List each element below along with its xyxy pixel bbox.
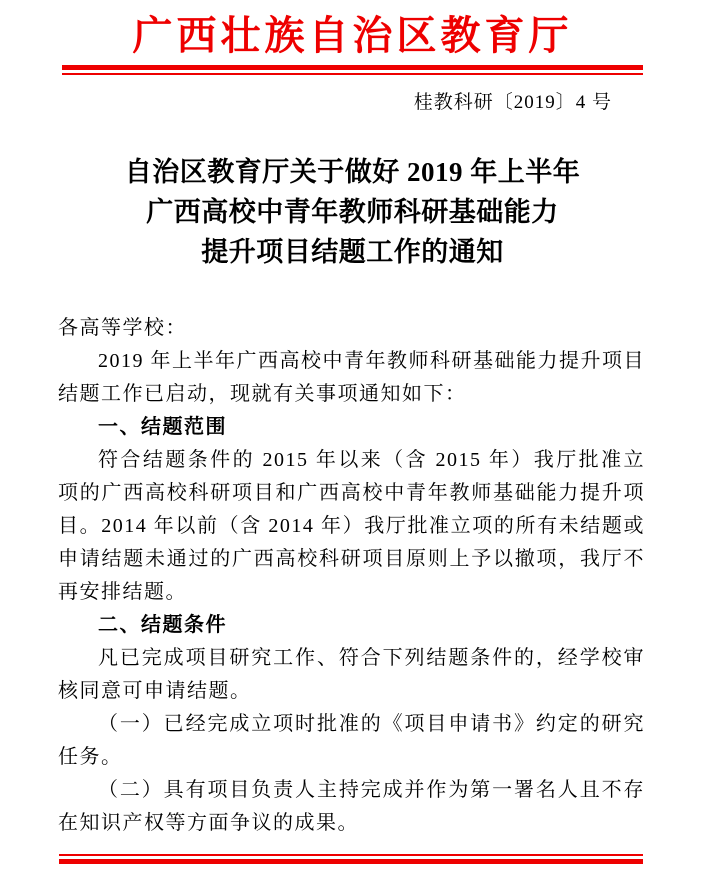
salutation: 各高等学校： — [58, 317, 187, 339]
document-title-line-3: 提升项目结题工作的通知 — [201, 237, 504, 267]
section-2-heading: 二、结题条件 — [98, 614, 227, 636]
section-1-paragraph-1: 符合结题条件的 2015 年以来（含 2015 年）我厅批准立项的广西高校科研项目和广西高校中青年教师基础能力提升项目。2014 年以前（含 2014 年）我厅批准立项的所有未结题或申请结题未通过的广西高校科研项目原则上予以撤项，我厅不再安排结题。 — [58, 449, 645, 603]
letterhead-org-name: 广西壮族自治区教育厅 — [132, 13, 573, 58]
section-2-paragraph-3: （二）具有项目负责人主持完成并作为第一署名人且不存在知识产权等方面争议的成果。 — [58, 779, 645, 834]
document-number: 桂教科研〔2019〕4 号 — [413, 92, 612, 113]
section-2-paragraph-2: （一）已经完成立项时批准的《项目申请书》约定的研究任务。 — [58, 713, 645, 768]
section-2-paragraph-1: 凡已完成项目研究工作、符合下列结题条件的，经学校审核同意可申请结题。 — [58, 647, 645, 702]
letterhead-divider — [62, 65, 643, 75]
divider-thick-line — [59, 859, 643, 864]
section-1-heading: 一、结题范围 — [98, 416, 227, 438]
document-title — [0, 152, 705, 272]
intro-paragraph: 2019 年上半年广西高校中青年教师科研基础能力提升项目结题工作已启动，现就有关事项通知如下： — [58, 350, 645, 405]
document-title-line-1: 自治区教育厅关于做好 2019 年上半年 — [124, 157, 581, 187]
document-body — [0, 312, 705, 840]
footer-divider — [59, 854, 643, 864]
document-title-line-2: 广西高校中青年教师科研基础能力 — [146, 197, 559, 227]
divider-thin-line — [62, 73, 643, 75]
